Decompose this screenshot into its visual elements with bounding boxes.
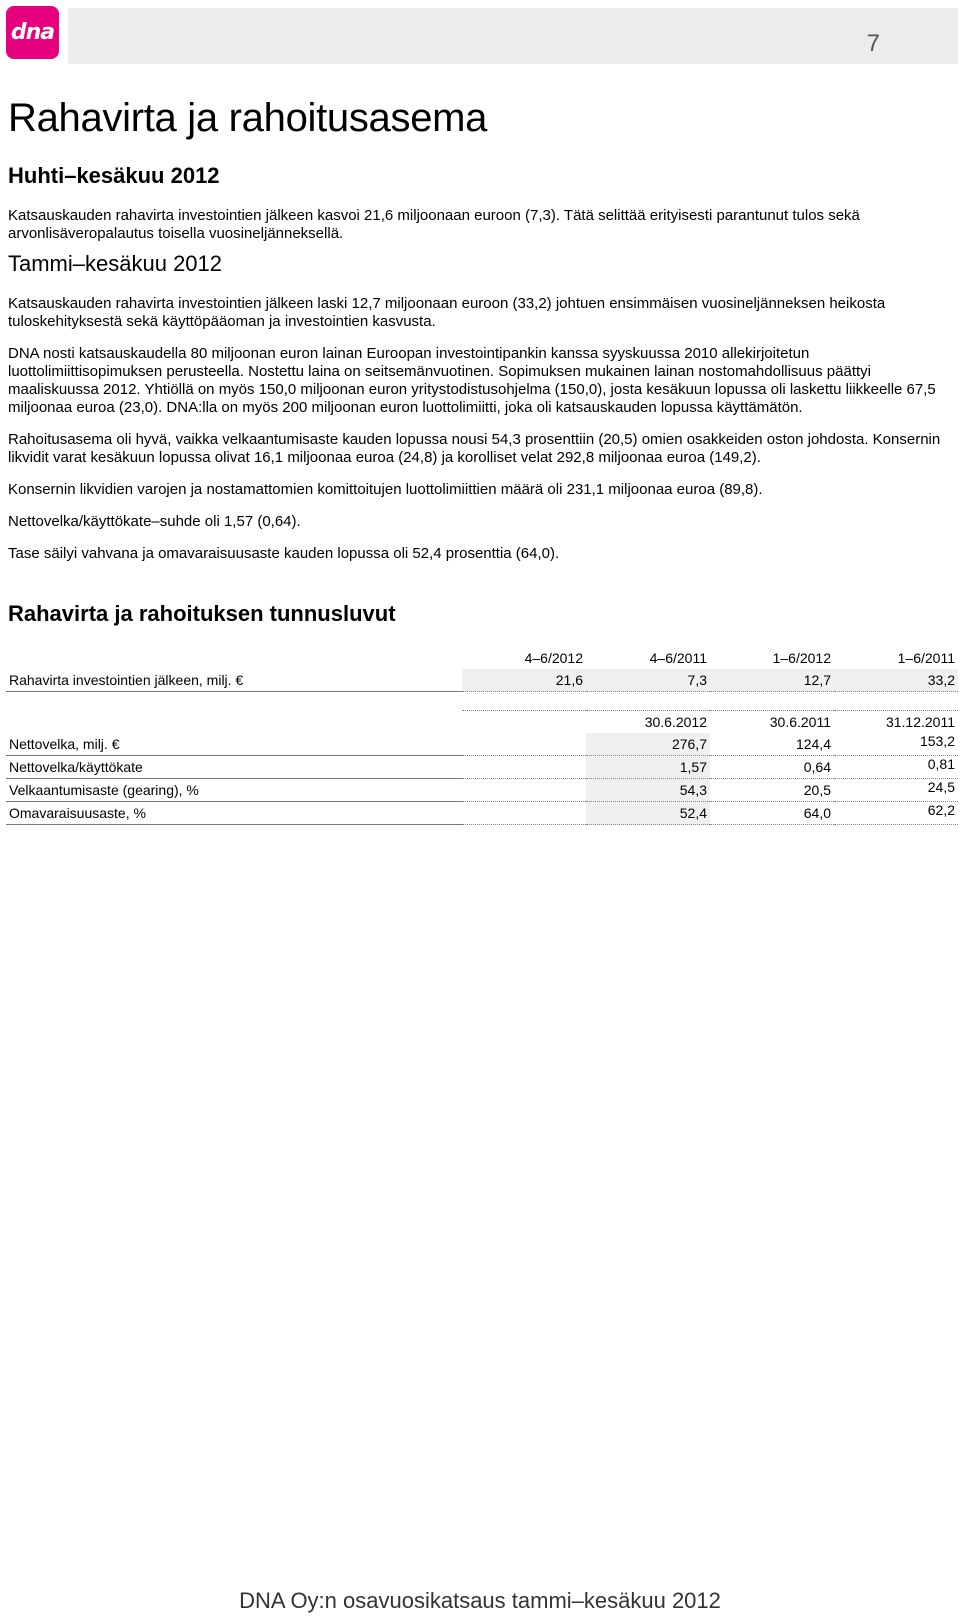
table-row — [6, 756, 958, 779]
h1-paragraph-2: DNA nosti katsauskaudella 80 miljoonan euron lainan Euroopan investointipankin kanssa syyskuussa 2010 allekirjoitetun luottolimiittisopimuksen perusteella. Nostettu laina on seitsemänvuotinen. Sopimuksen mukainen lainan nostomahdollisuus päättyi maaliskuussa 2012. Yhtiöllä on myös 150,0 miljoonan euron yritystodistusohjelma (150,0), josta kesäkuun lopussa oli laskettu liikkeelle 67,5 miljoonaa euroa (23,0). DNA:lla on myös 200 miljoonan euron luottolimiitti, joka oli katsauskauden lopussa käyttämätön. — [8, 345, 936, 416]
page-content — [8, 96, 955, 825]
table1-header-4-6-2011: 4–6/2011 — [649, 650, 707, 666]
cell-value: 54,3 — [586, 779, 710, 802]
h1-paragraph-6: Tase säilyi vahvana ja omavaraisuusaste kauden lopussa oli 52,4 prosenttia (64,0). — [8, 545, 560, 562]
cell-value: 153,2 — [919, 733, 955, 749]
table2-header-empty — [6, 711, 462, 734]
h1-paragraph-4: Konsernin likvidien varojen ja nostamattomien komittoitujen luottolimiittien määrä oli 231,1 miljoonaa euroa (89,8). — [8, 481, 763, 498]
table2-header-empty-col — [462, 711, 586, 734]
cell-value: 62,2 — [927, 802, 955, 818]
cell-value: 7,3 — [586, 669, 710, 692]
table2-header-30-6-2011: 30.6.2011 — [710, 711, 834, 734]
cell-value: 20,5 — [710, 779, 834, 802]
table1-header-row — [6, 647, 958, 669]
cell-value: 0,81 — [927, 756, 955, 772]
q2-paragraph: Katsauskauden rahavirta investointien jälkeen kasvoi 21,6 miljoonaan euroon (7,3). Tätä selittää erityisesti parantunut tulos sekä arvonlisäveropalautus toisella vuosineljänneksellä. — [8, 207, 860, 242]
table2-header-31-12-2011: 31.12.2011 — [834, 711, 958, 734]
cell-value: 21,6 — [462, 669, 586, 692]
table-section-heading: Rahavirta ja rahoituksen tunnusluvut — [8, 601, 396, 626]
cell-value: 64,0 — [710, 802, 834, 825]
table1-header-empty — [6, 647, 462, 669]
key-figures-table — [6, 647, 958, 825]
header-bar — [68, 8, 958, 64]
table1-header-1-6-2011: 1–6/2011 — [897, 650, 955, 666]
table-row — [6, 779, 958, 802]
h1-heading: Tammi–kesäkuu 2012 — [8, 251, 223, 276]
dna-logo — [6, 6, 59, 59]
h1-paragraph-5: Nettovelka/käyttökate–suhde oli 1,57 (0,64). — [8, 513, 301, 530]
table1-header-4-6-2012: 4–6/2012 — [524, 650, 583, 666]
row-label-net-debt-ebitda: Nettovelka/käyttökate — [6, 756, 462, 779]
table-spacer — [6, 692, 958, 711]
table2-header-30-6-2012: 30.6.2012 — [586, 711, 710, 734]
table-row — [6, 669, 958, 692]
table1-header-1-6-2012: 1–6/2012 — [772, 650, 831, 666]
cell-value: 24,5 — [927, 779, 955, 795]
cell-value: 12,7 — [710, 669, 834, 692]
h1-paragraph-3: Rahoitusasema oli hyvä, vaikka velkaantumisaste kauden lopussa nousi 54,3 prosenttiin (20,5) omien osakkeiden oston johdosta. Konsernin likvidit varat kesäkuun lopussa olivat 16,1 miljoonaa euroa (24,8) ja korolliset velat 292,8 miljoonaa euroa (149,2). — [8, 431, 941, 466]
cell-value: 33,2 — [834, 669, 958, 692]
cell-value: 52,4 — [586, 802, 710, 825]
page-title: Rahavirta ja rahoitusasema — [8, 96, 488, 140]
cell-value: 124,4 — [710, 733, 834, 756]
logo-text: dna — [10, 20, 55, 45]
page-footer: DNA Oy:n osavuosikatsaus tammi–kesäkuu 2012 — [239, 1588, 721, 1613]
h1-paragraph-1: Katsauskauden rahavirta investointien jälkeen laski 12,7 miljoonaan euroon (33,2) johtuen ensimmäisen vuosineljänneksen heikosta tuloskehityksestä sekä käyttöpääoman ja investointien kasvusta. — [8, 295, 886, 330]
table-row — [6, 802, 958, 825]
page-number: 7 — [866, 30, 880, 57]
q2-heading: Huhti–kesäkuu 2012 — [8, 163, 220, 188]
cell-value: 276,7 — [586, 733, 710, 756]
table-row — [6, 733, 958, 756]
row-label-cash-flow: Rahavirta investointien jälkeen, milj. € — [6, 669, 462, 692]
cell-value: 0,64 — [710, 756, 834, 779]
table2-header-row — [6, 711, 958, 734]
row-label-gearing: Velkaantumisaste (gearing), % — [6, 779, 462, 802]
row-label-equity-ratio: Omavaraisuusaste, % — [6, 802, 462, 825]
cell-value: 1,57 — [586, 756, 710, 779]
row-label-net-debt: Nettovelka, milj. € — [6, 733, 462, 756]
